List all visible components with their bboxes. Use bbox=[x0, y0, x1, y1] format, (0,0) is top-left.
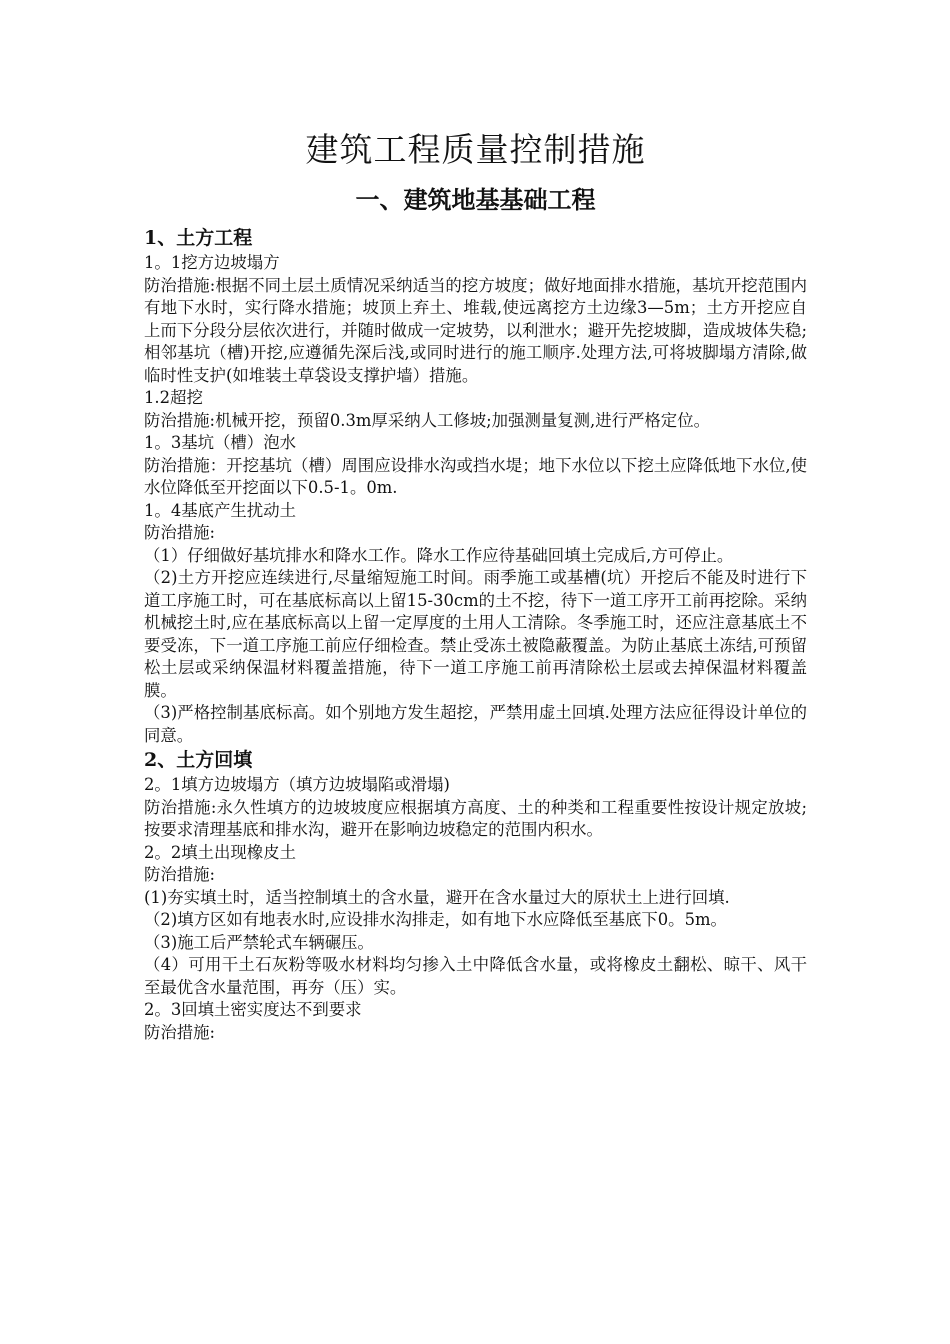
paragraph: 防治措施: bbox=[144, 865, 216, 884]
subsection-heading: 1。1挖方边坡塌方 bbox=[144, 253, 280, 272]
paragraph: 防治措施: bbox=[144, 523, 216, 542]
paragraph: （2)土方开挖应连续进行,尽量缩短施工时间。雨季施工或基槽(坑）开挖后不能及时进行下道工序施工时，可在基底标高以上留15-30cm的土不挖，待下一道工序开工前再挖除。采纳机械挖土时,应在基底标高以上留一定厚度的土用人工清除。冬季施工时，还应注意基底土不要受冻，下一道工序施工前应仔细检查。禁止受冻土被隐蔽覆盖。为防止基底土冻结,可预留松土层或采纳保温材料覆盖措施，待下一道工序施工前再清除松土层或去掉保温材料覆盖膜。 bbox=[144, 568, 807, 700]
document-body bbox=[144, 225, 807, 1044]
subsection-heading: 2。2填土出现橡皮土 bbox=[144, 842, 296, 862]
section-heading: 1、土方工程 bbox=[144, 227, 253, 249]
document-page bbox=[144, 125, 807, 1044]
paragraph: （2)填方区如有地表水时,应设排水沟排走，如有地下水应降低至基底下0。5m。 bbox=[144, 910, 727, 929]
subsection-heading: 2。3回填土密实度达不到要求 bbox=[144, 1000, 362, 1019]
paragraph: （1）仔细做好基坑排水和降水工作。降水工作应待基础回填土完成后,方可停止。 bbox=[144, 545, 734, 565]
paragraph: （4）可用干土石灰粉等吸水材料均匀掺入土中降低含水量，或将橡皮土翻松、晾干、风干至最优含水量范围，再夯（压）实。 bbox=[144, 955, 807, 997]
paragraph: (1)夯实填土时，适当控制填土的含水量，避开在含水量过大的原状土上进行回填. bbox=[144, 887, 730, 907]
paragraph: 防治措施:根据不同土层土质情况采纳适当的挖方坡度；做好地面排水措施，基坑开挖范围内有地下水时，实行降水措施；坡顶上弃土、堆载,使远离挖方土边缘3—5m；土方开挖应自上而下分段分层依次进行，并随时做成一定坡势，以利泄水；避开先挖坡脚，造成坡体失稳;相邻基坑（槽)开挖,应遵循先深后浅,或同时进行的施工顺序.处理方法,可将坡脚塌方清除,做临时性支护(如堆装土草袋设支撑护墙）措施。 bbox=[144, 275, 807, 385]
paragraph: （3)施工后严禁轮式车辆碾压。 bbox=[144, 932, 374, 952]
chapter-heading: 一、建筑地基基础工程 bbox=[355, 185, 596, 214]
section-heading: 2、土方回填 bbox=[144, 749, 253, 771]
paragraph: 防治措施: bbox=[144, 1022, 216, 1042]
subsection-heading: 1。4基底产生扰动土 bbox=[144, 500, 296, 520]
paragraph: 防治措施:永久性填方的边坡坡度应根据填方高度、土的种类和工程重要性按设计规定放坡;按要求清理基底和排水沟，避开在影响边坡稳定的范围内积水。 bbox=[144, 797, 807, 839]
paragraph: 防治措施：开挖基坑（槽）周围应设排水沟或挡水堤；地下水位以下挖土应降低地下水位,使水位降低至开挖面以下0.5-1。0m. bbox=[144, 455, 807, 497]
subsection-heading: 1.2超挖 bbox=[144, 388, 203, 407]
subsection-heading: 2。1填方边坡塌方（填方边坡塌陷或滑塌) bbox=[144, 775, 450, 794]
subsection-heading: 1。3基坑（槽）泡水 bbox=[144, 433, 296, 452]
document-title: 建筑工程质量控制措施 bbox=[305, 130, 646, 169]
paragraph: 防治措施:机械开挖，预留0.3m厚采纳人工修坡;加强测量复测,进行严格定位。 bbox=[144, 410, 710, 430]
paragraph: （3)严格控制基底标高。如个别地方发生超挖，严禁用虚土回填.处理方法应征得设计单位的同意。 bbox=[144, 703, 807, 745]
